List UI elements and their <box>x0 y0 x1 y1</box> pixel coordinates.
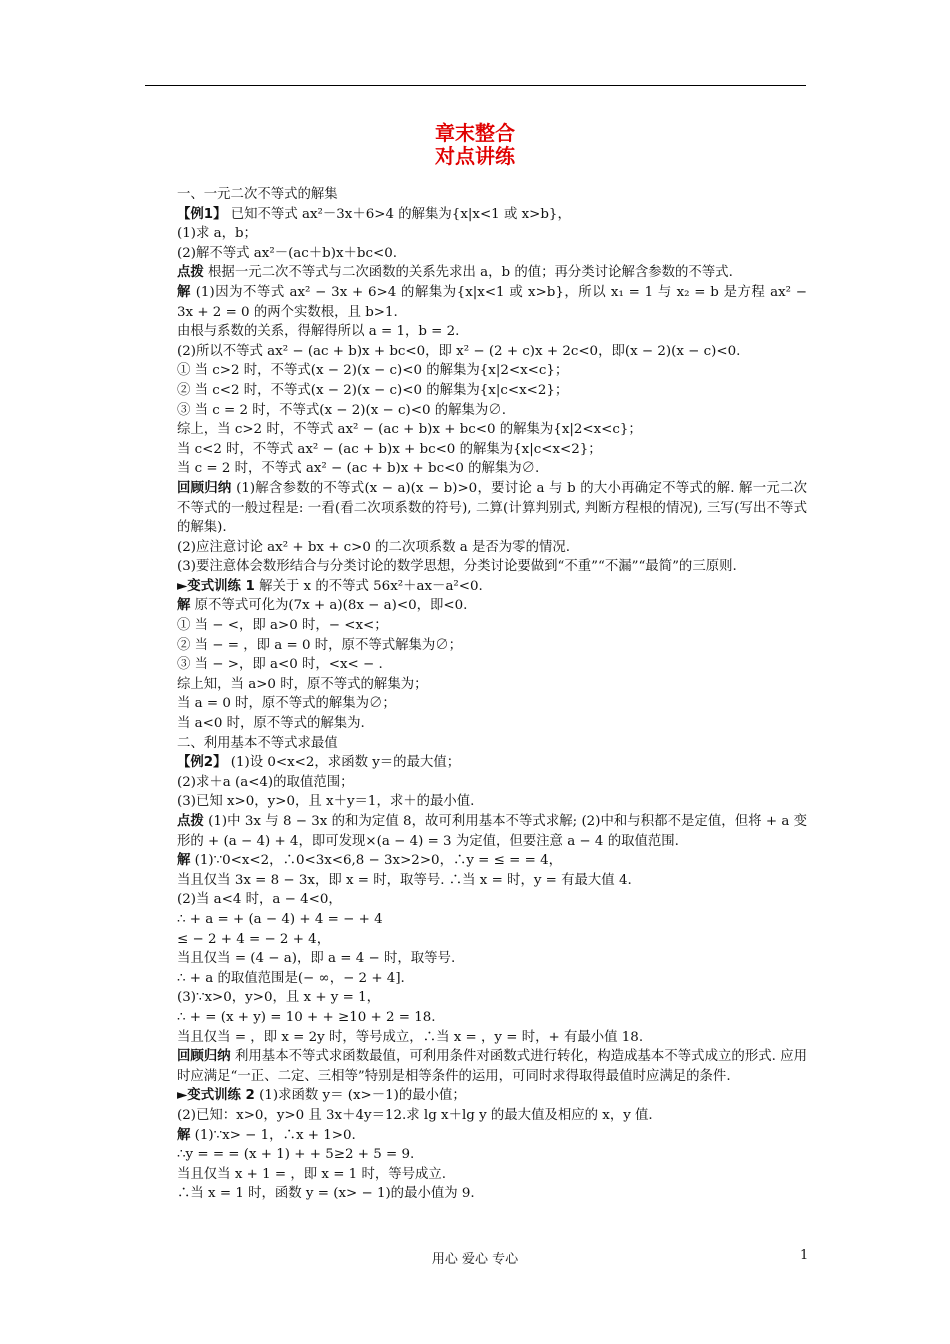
solution-1-line: 当 c = 2 时，不等式 ax² − (ac + b)x + bc<0 的解集为∅. <box>177 461 540 477</box>
example-2-text: (1)设 0<x<2，求函数 y＝的最大值； <box>230 755 461 771</box>
header-rule <box>145 85 806 86</box>
solution-2-line: ∴ + a = + (a − 4) + 4 = − + 4 <box>177 911 383 927</box>
solution-2-line: (2)当 a<4 时，a − 4<0， <box>177 892 342 908</box>
review-2-label: 回顾归纳 <box>177 1049 231 1065</box>
hint-2-label: 点拨 <box>177 814 204 829</box>
solution-1-line: ③ 当 c = 2 时，不等式(x − 2)(x − c)<0 的解集为∅. <box>177 402 506 418</box>
variant-2-solution-label: 解 <box>177 1127 191 1143</box>
variant-2-line: ∴y = = = (x + 1) + + 5≥2 + 5 = 9. <box>177 1147 415 1163</box>
solution-1-line: 当 c<2 时，不等式 ax² − (ac + b)x + bc<0 的解集为{x|c<x<2}； <box>177 441 602 457</box>
solution-2-line: 当且仅当 = (4 − a)，即 a = 4 − 时，取等号. <box>177 951 456 967</box>
doc-title: 章末整合 <box>435 121 515 145</box>
solution-2-line: ∴ + = (x + y) = 10 + + ≥10 + 2 = 18. <box>177 1009 436 1025</box>
solution-1 <box>145 283 807 322</box>
solution-1-line: 综上，当 c>2 时，不等式 ax² − (ac + b)x + bc<0 的解集为{x|2<x<c}； <box>177 422 642 438</box>
review-2 <box>145 1047 807 1086</box>
page-number: 1 <box>800 1248 809 1263</box>
solution-2 <box>145 851 807 871</box>
review-1-text: (1)解含参数的不等式(x − a)(x − b)>0，要讨论 a 与 b 的大小再确定不等式的解. 解一元二次不等式的一般过程是: 一看(看二次项系数的符号), 二算(计算判别式, 判断方程根的情况), 三写(写出不等式的解集). <box>177 480 807 536</box>
example-2-q2: (2)求＋a (a<4)的取值范围； <box>177 774 354 790</box>
variant-1-solution-label: 解 <box>177 598 191 614</box>
review-1-line: (3)要注意体会数形结合与分类讨论的数学思想，分类讨论要做到“不重”“不漏”“最简”的三原则. <box>177 559 737 575</box>
solution-2-line: 当且仅当 3x = 8 − 3x，即 x = 时，取等号. ∴当 x = 时，y = 有最大值 4. <box>177 872 632 888</box>
solution-1-label: 解 <box>177 284 191 300</box>
variant-1-line: ③ 当 − >，即 a<0 时，<x< − . <box>177 657 383 673</box>
example-1 <box>145 205 807 225</box>
solution-2-line: (3)∵x>0，y>0，且 x + y = 1， <box>177 990 381 1006</box>
solution-2-line: ≤ − 2 + 4 = − 2 + 4， <box>177 931 331 947</box>
variant-1-line: ② 当 − = ，即 a = 0 时，原不等式解集为∅； <box>177 637 463 653</box>
variant-1-label: ►变式训练 1 <box>177 578 255 594</box>
example-2-q3: (3)已知 x>0，y>0，且 x＋y＝1，求＋的最小值. <box>177 794 475 810</box>
solution-2-line: 当且仅当 = ，即 x = 2y 时，等号成立，∴当 x = ，y = 时，+ 有最小值 18. <box>177 1029 644 1045</box>
solution-2-label: 解 <box>177 853 191 869</box>
hint-1-label: 点拨 <box>177 265 204 281</box>
example-1-q2: (2)解不等式 ax²－(ac＋b)x＋bc<0. <box>177 245 397 261</box>
footer-motto: 用心 爱心 专心 <box>431 1252 519 1267</box>
variant-2-line: 当且仅当 x + 1 = ，即 x = 1 时，等号成立. <box>177 1166 447 1182</box>
variant-1-line: 综上知，当 a>0 时，原不等式的解集为； <box>177 676 428 692</box>
review-1-label: 回顾归纳 <box>177 480 232 496</box>
review-1-line: (2)应注意讨论 ax² + bx + c>0 的二次项系数 a 是否为零的情况. <box>177 539 570 555</box>
document-body <box>145 185 807 1204</box>
variant-2-text: (1)求函数 y＝ (x>－1)的最小值； <box>259 1088 466 1104</box>
variant-1 <box>145 577 807 597</box>
variant-1-line: 当 a<0 时，原不等式的解集为. <box>177 716 365 732</box>
solution-1-line: (2)所以不等式 ax² − (ac + b)x + bc<0，即 x² − (2 + c)x + 2c<0，即(x − 2)(x − c)<0. <box>177 343 741 359</box>
review-1 <box>145 479 807 538</box>
doc-subtitle: 对点讲练 <box>435 144 515 168</box>
solution-1-line: ① 当 c>2 时，不等式(x − 2)(x − c)<0 的解集为{x|2<x<c}； <box>177 363 569 379</box>
section-heading-1: 一、一元二次不等式的解集 <box>177 187 338 202</box>
hint-1 <box>145 263 807 283</box>
example-1-text: 已知不等式 ax²－3x＋6>4 的解集为{x|x<1 或 x>b}， <box>230 206 571 222</box>
variant-1-line: 当 a = 0 时，原不等式的解集为∅； <box>177 696 396 712</box>
variant-2 <box>145 1086 807 1106</box>
variant-2-q2: (2)已知：x>0，y>0 且 3x＋4y＝12.求 lg x＋lg y 的最大值及相应的 x，y 值. <box>177 1107 653 1123</box>
hint-1-text: 根据一元二次不等式与二次函数的关系先求出 a，b 的值；再分类讨论解含参数的不等式. <box>208 265 733 281</box>
solution-2-text: (1)∵0<x<2，∴0<3x<6,8 − 3x>2>0，∴y = ≤ = = 4， <box>194 853 562 869</box>
example-2-label: 【例2】 <box>177 755 227 771</box>
solution-1-line: ② 当 c<2 时，不等式(x − 2)(x − c)<0 的解集为{x|c<x<2}； <box>177 382 569 398</box>
example-2 <box>145 753 807 773</box>
solution-2-line: ∴ + a 的取值范围是(− ∞，− 2 + 4]. <box>177 970 405 986</box>
example-1-label: 【例1】 <box>177 206 227 222</box>
review-2-text: 利用基本不等式求函数最值，可利用条件对函数式进行转化，构造成基本不等式成立的形式. 应用时应满足“一正、二定、三相等”特别是相等条件的运用，可同时求得取得最值时应满足的条件. <box>177 1049 807 1084</box>
example-1-q1: (1)求 a，b； <box>177 226 257 242</box>
variant-2-solution-text: (1)∵x> − 1，∴x + 1>0. <box>194 1127 356 1143</box>
variant-2-line: ∴当 x = 1 时，函数 y = (x> − 1)的最小值为 9. <box>177 1186 475 1202</box>
section-heading-2: 二、利用基本不等式求最值 <box>177 735 338 751</box>
variant-1-solution <box>145 596 807 616</box>
solution-1-line: 由根与系数的关系，得解得所以 a = 1，b = 2. <box>177 324 460 340</box>
hint-2-text: (1)中 3x 与 8 − 3x 的和为定值 8，故可利用基本不等式求解; (2)中和与积都不是定值，但将 + a 变形的 + (a − 4) + 4，即可发现×(a − 4) = 3 为定值，但要注意 a − 4 的取值范围. <box>177 814 807 849</box>
variant-1-text: 解关于 x 的不等式 56x²＋ax－a²<0. <box>259 578 483 594</box>
variant-2-solution <box>145 1126 807 1146</box>
variant-1-solution-text: 原不等式可化为(7x + a)(8x − a)<0，即<0. <box>194 598 468 614</box>
variant-1-line: ① 当 − <，即 a>0 时，− <x<； <box>177 618 388 634</box>
solution-1-text: (1)因为不等式 ax² − 3x + 6>4 的解集为{x|x<1 或 x>b}，所以 x₁ = 1 与 x₂ = b 是方程 ax² − 3x + 2 = 0 的两个实数根，且 b>1. <box>177 284 807 320</box>
variant-2-label: ►变式训练 2 <box>177 1088 255 1104</box>
hint-2 <box>145 812 807 851</box>
